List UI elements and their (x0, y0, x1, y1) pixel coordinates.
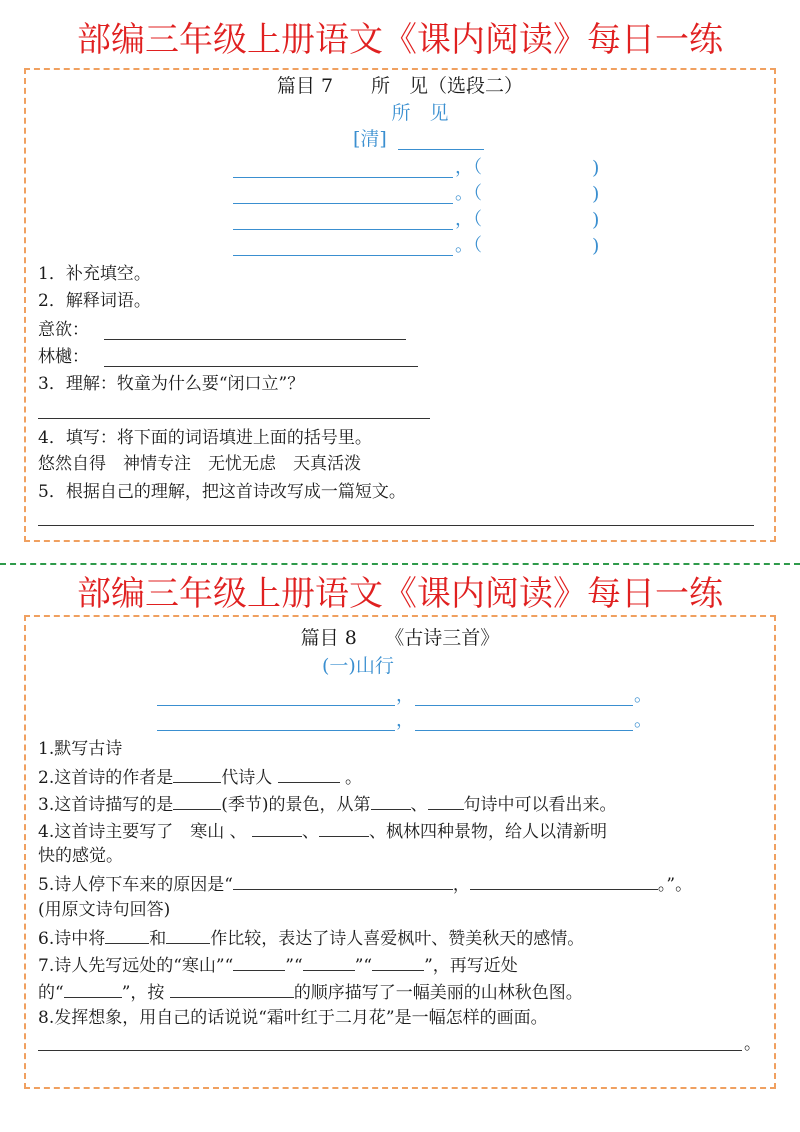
q7-blank-1[interactable] (233, 952, 285, 971)
q6-blank-2[interactable] (166, 925, 210, 944)
poem-punct-2: 。（ (455, 183, 482, 204)
bottom-main-title: 部编三年级上册语文《课内阅读》每日一练 (77, 574, 723, 614)
q7-blank-3[interactable] (372, 952, 424, 971)
poem2-line-2[interactable] (415, 683, 633, 706)
top-main-title: 部编三年级上册语文《课内阅读》每日一练 (77, 20, 723, 60)
q2-text-a: 2.这首诗的作者是 (38, 768, 174, 788)
poem2-line-3[interactable] (157, 708, 395, 731)
q6-text-a: 6.诗中将 (38, 929, 106, 949)
top-q5: 5．根据自己的理解，把这首诗改写成一篇短文。 (38, 482, 406, 502)
q5-answer-line[interactable] (38, 505, 754, 526)
poem2-comma-2: ， (396, 710, 414, 731)
poem2-period-2: 。 (634, 710, 652, 731)
q7-blank-4[interactable] (64, 979, 122, 998)
q6-text-b: 和 (149, 929, 167, 949)
q5-text-c: 。”。 (657, 875, 693, 895)
q4-blank-1[interactable] (252, 818, 302, 837)
q7-text-g: 的顺序描写了一幅美丽的山林秋色图。 (293, 983, 583, 1003)
q7-blank-2[interactable] (303, 952, 355, 971)
q7-text-d: ”，再写近处 (424, 956, 518, 976)
q3-text-b: (季节)的景色，从第 (221, 795, 371, 815)
q2-blank-dynasty[interactable] (173, 764, 221, 783)
bottom-q4 (38, 818, 607, 844)
q3-text-d: 句诗中可以看出来。 (463, 795, 617, 815)
q3-answer-line[interactable] (38, 398, 430, 419)
poem-line-2[interactable] (233, 181, 453, 204)
top-q1: 1．补充填空。 (38, 264, 151, 284)
top-poem-title: 所 见 (391, 102, 449, 124)
q8-end-period: 。 (744, 1034, 761, 1054)
q5-blank-1[interactable] (233, 871, 453, 890)
q7-text-c: ”“ (354, 956, 373, 976)
q3-blank-season[interactable] (173, 791, 221, 810)
bottom-q6 (38, 925, 584, 951)
q4-blank-2[interactable] (319, 818, 369, 837)
bottom-q2 (38, 764, 362, 790)
top-word-1: 意欲： (38, 320, 89, 340)
bottom-subtitle: (一)山行 (322, 655, 394, 677)
q2-text-b: 代诗人 (221, 768, 273, 788)
q3-text-c: 、 (410, 795, 428, 815)
q7-blank-order[interactable] (170, 979, 294, 998)
poem-line-4[interactable] (233, 233, 453, 256)
paren-close-4: ) (592, 235, 600, 257)
poem-line-1[interactable] (233, 155, 453, 178)
bottom-q3 (38, 791, 617, 817)
q2-text-c: 。 (345, 768, 363, 788)
bottom-q4-cont: 快的感觉。 (38, 846, 123, 866)
q4-text-b: 、 (302, 822, 320, 842)
poem-punct-3: ，（ (455, 209, 482, 230)
q7-text-a: 7.诗人先写远处的“寒山”“ (38, 956, 234, 976)
bottom-heading: 篇目 8 《古诗三首》 (300, 627, 500, 649)
bottom-q8: 8.发挥想象，用自己的话说说“霜叶红于二月花”是一幅怎样的画面。 (38, 1008, 548, 1028)
bottom-q7 (38, 952, 518, 978)
top-q4: 4．填写：将下面的词语填进上面的括号里。 (38, 428, 372, 448)
q3-text-a: 3.这首诗描写的是 (38, 795, 174, 815)
poem2-line-1[interactable] (157, 683, 395, 706)
q4-text-a: 4.这首诗主要写了 寒山 、 (38, 822, 247, 842)
word-1-answer-line[interactable] (104, 318, 406, 340)
q6-blank-1[interactable] (105, 925, 149, 944)
q3-blank-line-2[interactable] (428, 791, 464, 810)
top-word-2: 林樾： (38, 347, 89, 367)
q3-blank-line-1[interactable] (371, 791, 411, 810)
q5-blank-2[interactable] (470, 871, 658, 890)
bottom-q1: 1.默写古诗 (38, 739, 123, 759)
bottom-q5 (38, 871, 692, 897)
top-poem-author: [清] (353, 128, 387, 150)
bottom-q7-cont (38, 979, 583, 1005)
author-name-line[interactable] (398, 127, 484, 150)
q7-text-e: 的“ (38, 983, 64, 1003)
top-q3: 3．理解：牧童为什么要“闭口立”？ (38, 374, 305, 394)
top-word-options: 悠然自得 神情专注 无忧无虑 天真活泼 (38, 454, 361, 474)
top-q2: 2．解释词语。 (38, 291, 151, 311)
bottom-q5-note: (用原文诗句回答) (38, 900, 171, 920)
poem2-comma-1: ， (396, 685, 414, 706)
q5-text-a: 5.诗人停下车来的原因是“ (38, 875, 233, 895)
q6-text-c: 作比较，表达了诗人喜爱枫叶、赞美秋天的感情。 (210, 929, 585, 949)
poem-line-3[interactable] (233, 207, 453, 230)
top-heading: 篇目 7 所 见（选段二） (276, 75, 524, 97)
paren-close-2: ) (592, 183, 600, 205)
q5-text-b: ， (452, 875, 470, 895)
q7-text-b: ”“ (285, 956, 303, 976)
poem-punct-1: ，（ (455, 157, 482, 178)
paren-close-3: ) (592, 209, 600, 231)
q2-blank-poet[interactable] (278, 764, 340, 783)
poem2-line-4[interactable] (415, 708, 633, 731)
q4-text-c: 、枫林四种景物，给人以清新明 (369, 822, 608, 842)
q7-text-f: ”，按 (121, 983, 165, 1003)
q8-answer-line[interactable] (38, 1030, 742, 1051)
section-separator (0, 563, 800, 565)
paren-close-1: ) (592, 157, 600, 179)
poem2-period-1: 。 (634, 685, 652, 706)
word-2-answer-line[interactable] (104, 345, 418, 367)
poem-punct-4: 。（ (455, 235, 482, 256)
